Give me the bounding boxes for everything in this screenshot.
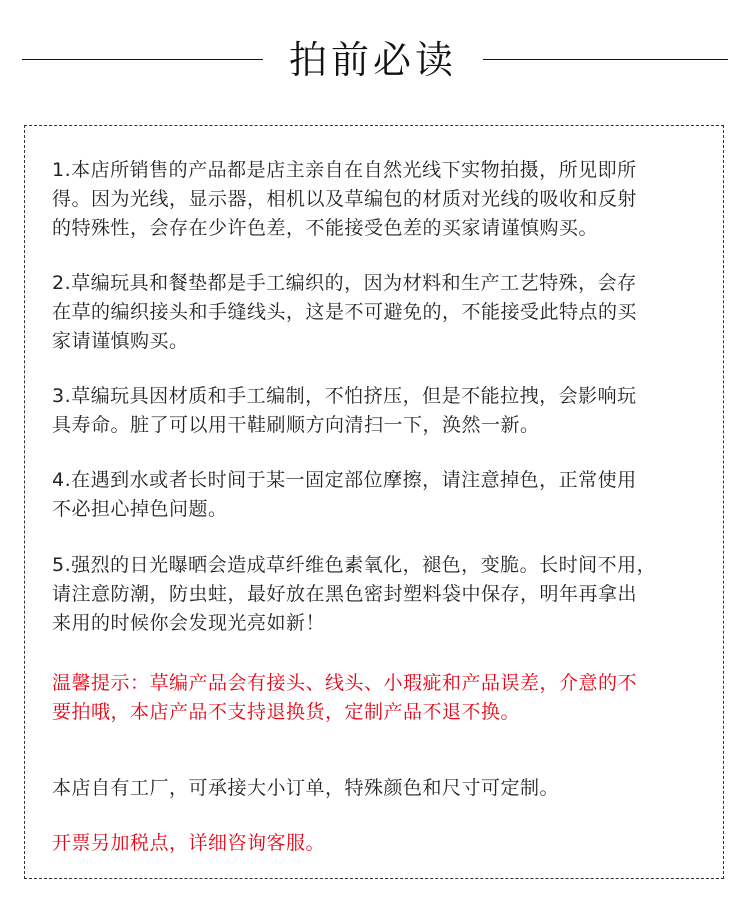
warm-tip — [52, 669, 637, 727]
notice-item-4 — [52, 466, 637, 524]
text-line: 得。因为光线，显示器，相机以及草编包的材质对光线的吸收和反射 — [52, 188, 638, 210]
text-line: 家请谨慎购买。 — [52, 330, 189, 352]
text-line: 温馨提示：草编产品会有接头、线头、小瑕疵和产品误差，介意的不 — [52, 672, 638, 694]
notice-item-2 — [52, 269, 637, 356]
notice-item-3 — [52, 382, 637, 440]
text-line: 请注意防潮，防虫蛀，最好放在黑色密封塑料袋中保存，明年再拿出 — [52, 583, 638, 605]
page-title: 拍前必读 — [288, 38, 457, 82]
title-rule-left — [22, 59, 263, 60]
text-line: 要拍哦，本店产品不支持退换货，定制产品不退不换。 — [52, 701, 521, 723]
text-line: 1.本店所销售的产品都是店主亲自在自然光线下实物拍摄，所见即所 — [52, 159, 637, 181]
title-rule-right — [483, 59, 728, 60]
notice-item-1 — [52, 156, 637, 243]
text-line: 本店自有工厂，可承接大小订单，特殊颜色和尺寸可定制。 — [52, 777, 560, 799]
text-line: 开票另加税点，详细咨询客服。 — [52, 832, 326, 854]
notice-item-5 — [52, 551, 656, 638]
factory-note — [52, 774, 559, 803]
text-line: 2.草编玩具和餐垫都是手工编织的，因为材料和生产工艺特殊，会存 — [52, 272, 637, 294]
text-line: 不必担心掉色问题。 — [52, 498, 228, 520]
text-line: 来用的时候你会发现光亮如新！ — [52, 612, 326, 634]
text-line: 具寿命。脏了可以用干鞋刷顺方向清扫一下，涣然一新。 — [52, 414, 540, 436]
text-line: 3.草编玩具因材质和手工编制，不怕挤压，但是不能拉拽，会影响玩 — [52, 385, 637, 407]
text-line: 4.在遇到水或者长时间于某一固定部位摩擦，请注意掉色，正常使用 — [52, 469, 637, 491]
invoice-note — [52, 829, 325, 858]
text-line: 在草的编织接头和手缝线头，这是不可避免的，不能接受此特点的买 — [52, 301, 638, 323]
text-line: 的特殊性，会存在少许色差，不能接受色差的买家请谨慎购买。 — [52, 217, 599, 239]
text-line: 5.强烈的日光曝晒会造成草纤维色素氧化，褪色，变脆。长时间不用， — [52, 554, 657, 576]
